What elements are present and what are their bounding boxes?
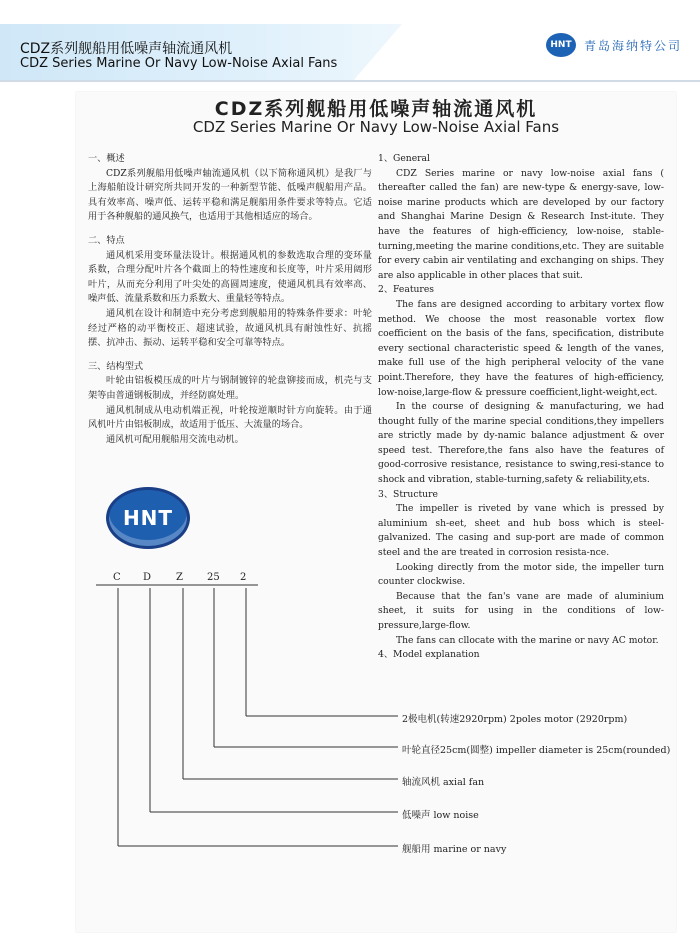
document-title-en: CDZ Series Marine Or Navy Low-Noise Axial Fans bbox=[192, 118, 560, 136]
section-paragraph: CDZ Series marine or navy low-noise axial fans ( thereafter called the fan) are new-type & energy-save, low-noise marine products which are developed by our factory and Shanghai Marine Design & Research Inst-itute. They have the features of high-efficiency, low-noise, stable-turning,meeting the marine conditions,etc. They are suitable for every cabin air ventilating and exchanging on ships. They are also applicable in other places that suit. bbox=[378, 167, 664, 281]
badge-text: HNT bbox=[122, 506, 174, 530]
model-code-d: D bbox=[143, 572, 152, 583]
section-heading: 一、概述 bbox=[88, 153, 125, 164]
section-heading: 3、Structure bbox=[378, 488, 438, 500]
model-label-diameter: 叶轮直径25cm(圆整) impeller diameter is 25cm(rounded) bbox=[402, 745, 671, 756]
model-code-25: 25 bbox=[207, 572, 220, 583]
section-heading: 1、General bbox=[378, 153, 430, 164]
section-heading: 4、Model explanation bbox=[378, 649, 480, 661]
section-paragraph: In the course of designing & manufacturing, we had thought fully of the marine special conditions,they impellers are strictly made by dy-namic balance adjustment & over speed test. Therefore,the fans also have the features of good-corrosive resistance, resistance to swing,resi-stance to shock and vibration, stable-turning,safety & reliability,ets. bbox=[378, 401, 664, 486]
section-paragraph: The fans are designed according to arbitary vortex flow method. We choose the most reasonable vortex flow coefficient on the basis of the fans, specification, distribute every sectional characteristic speed & length of the vanes, make full use of the high peripheral velocity of the vane point.Therefore, they have the features of high-efficiency, low-noise,large-flow & pressure coefficient,light-weight,ect. bbox=[378, 298, 664, 398]
section-paragraph: The fans can cllocate with the marine or navy AC motor. bbox=[396, 634, 659, 646]
model-code-c: C bbox=[113, 572, 121, 583]
section-paragraph: Looking directly from the motor side, the impeller turn counter clockwise. bbox=[378, 561, 664, 588]
company-name: 青岛海纳特公司 bbox=[584, 39, 683, 53]
header-title-cn: CDZ系列舰船用低噪声轴流通风机 bbox=[20, 41, 233, 57]
section-paragraph: 通风机可配用舰船用交流电动机。 bbox=[106, 433, 244, 445]
section-paragraph: 通风机采用变环量法设计。根据通风机的参数选取合理的变环量系数，合理分配叶片各个截面上的特性速度和长度等，叶片采用阔形叶片，从而充分利用了叶尖处的高圆周速度，使通风机具有效率高、噪声低、流量系数和压力系数大、重量轻等特点。 bbox=[88, 249, 372, 305]
section-paragraph: 通风机制成从电动机端正视，叶轮按逆顺时针方向旋转。由于通风机叶片由铝板制成，故适用于低压、大流量的场合。 bbox=[88, 404, 372, 431]
model-code-z: Z bbox=[176, 572, 183, 583]
section-heading: 2、Features bbox=[378, 284, 434, 296]
header-title-en: CDZ Series Marine Or Navy Low-Noise Axial Fans bbox=[20, 56, 338, 71]
section-paragraph: The impeller is riveted by vane which is pressed by aluminium sh-eet, sheet and hub boss which is steel-galvanized. The casing and sup-port are made of common steel and the are treated in corrosion resista-nce. bbox=[378, 503, 664, 559]
model-label-noise: 低噪声 low noise bbox=[402, 810, 479, 821]
section-paragraph: 通风机在设计和制造中充分考虑到舰船用的特殊条件要求：叶轮经过严格的动平衡校正、超速试验，故通风机具有耐蚀性好、抗摇摆、抗冲击、振动、运转平稳和安全可靠等特点。 bbox=[88, 307, 372, 349]
section-paragraph: 叶轮由铝板模压成的叶片与钢制镀锌的轮盘铆接而成，机壳与支架等由普通钢板制成，并经防腐处理。 bbox=[88, 375, 372, 401]
model-code-2: 2 bbox=[240, 572, 247, 583]
section-heading: 三、结构型式 bbox=[88, 360, 144, 372]
section-paragraph: Because that the fan's vane are made of aluminium sheet, it suits for using in the conditions of low-pressure,large-flow. bbox=[378, 590, 664, 631]
model-label-axial: 轴流风机 axial fan bbox=[402, 777, 485, 788]
model-label-poles: 2极电机(转速2920rpm) 2poles motor (2920rpm) bbox=[402, 714, 628, 725]
section-paragraph: CDZ系列舰船用低噪声轴流通风机（以下简称通风机）是我厂与上海船舶设计研究所共同开发的一种新型节能、低噪声舰船用产品。具有效率高、噪声低、运转平稳和满足舰船用条件要求等特点。它适用于各种舰船的通风换气，也适用于其他相适应的场合。 bbox=[88, 167, 372, 223]
model-label-marine: 舰船用 marine or navy bbox=[402, 844, 507, 855]
section-heading: 二、特点 bbox=[88, 234, 125, 246]
company-logo: HNT bbox=[546, 33, 576, 57]
document-title-cn: CDZ系列舰船用低噪声轴流通风机 bbox=[214, 98, 538, 120]
